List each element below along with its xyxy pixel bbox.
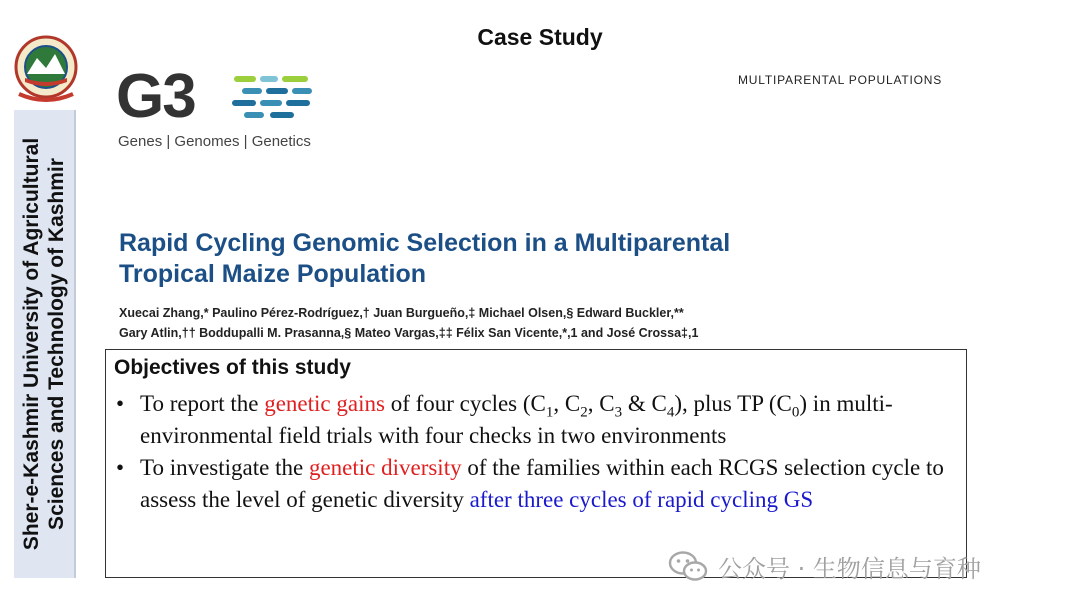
journal-section: MULTIPARENTAL POPULATIONS (738, 73, 943, 87)
wechat-watermark (668, 548, 981, 584)
university-name (19, 114, 69, 574)
watermark-text: 公众号 · 生物信息与育种 (718, 554, 981, 583)
objective-item (114, 388, 960, 452)
objectives-box (105, 349, 967, 578)
objective-text: ) in multi-environmental field trials with four checks in two environments (140, 391, 893, 448)
paper-authors (119, 303, 979, 343)
objective-text: , C (553, 391, 581, 416)
objectives-heading: Objectives of this study (114, 356, 351, 379)
university-name-line1: Sher-e-Kashmir University of Agricultural (20, 137, 43, 551)
paper-authors-line1: Xuecai Zhang,* Paulino Pérez-Rodríguez,† Juan Burgueño,‡ Michael Olsen,§ Edward Buckler,** (119, 306, 684, 320)
highlight-after-three-cycles: after three cycles of rapid cycling GS (469, 487, 814, 512)
subscript: 0 (791, 404, 800, 421)
university-name-line2: Sciences and Technology of Kashmir (45, 158, 68, 530)
objective-text: of the families within each RCGS selection cycle to assess the level of genetic diversity (140, 455, 944, 512)
objectives-list (114, 388, 960, 516)
subscript: 2 (580, 404, 588, 421)
bullet-icon: • (116, 391, 125, 416)
journal-logo: G3 (116, 62, 195, 131)
highlight-genetic-gains: genetic gains (264, 391, 385, 416)
paper-title-line1: Rapid Cycling Genomic Selection in a Multiparental (119, 229, 731, 257)
subscript: 1 (545, 404, 554, 421)
objective-text: To report the (140, 391, 265, 416)
paper-title (119, 228, 919, 290)
objective-text: of four cycles (C (384, 391, 546, 416)
objective-item (114, 452, 960, 516)
journal-tagline: Genes | Genomes | Genetics (118, 133, 311, 150)
highlight-genetic-diversity: genetic diversity (308, 455, 462, 480)
paper-authors-line2: Gary Atlin,†† Boddupalli M. Prasanna,§ Mateo Vargas,‡‡ Félix San Vicente,*,1 and José Crossa‡,1 (119, 326, 699, 340)
slide-title: Case Study (477, 24, 603, 50)
journal-logo-bars (230, 74, 330, 120)
subscript: 4 (666, 404, 675, 421)
paper-title-line2: Tropical Maize Population (119, 260, 426, 288)
bullet-icon: • (116, 455, 125, 480)
subscript: 3 (614, 404, 623, 421)
objective-text: ), plus TP (C (674, 391, 792, 416)
wechat-icon (668, 550, 708, 582)
objective-text: , C (587, 391, 615, 416)
objective-text: & C (622, 391, 667, 416)
objective-text: To investigate the (140, 455, 309, 480)
